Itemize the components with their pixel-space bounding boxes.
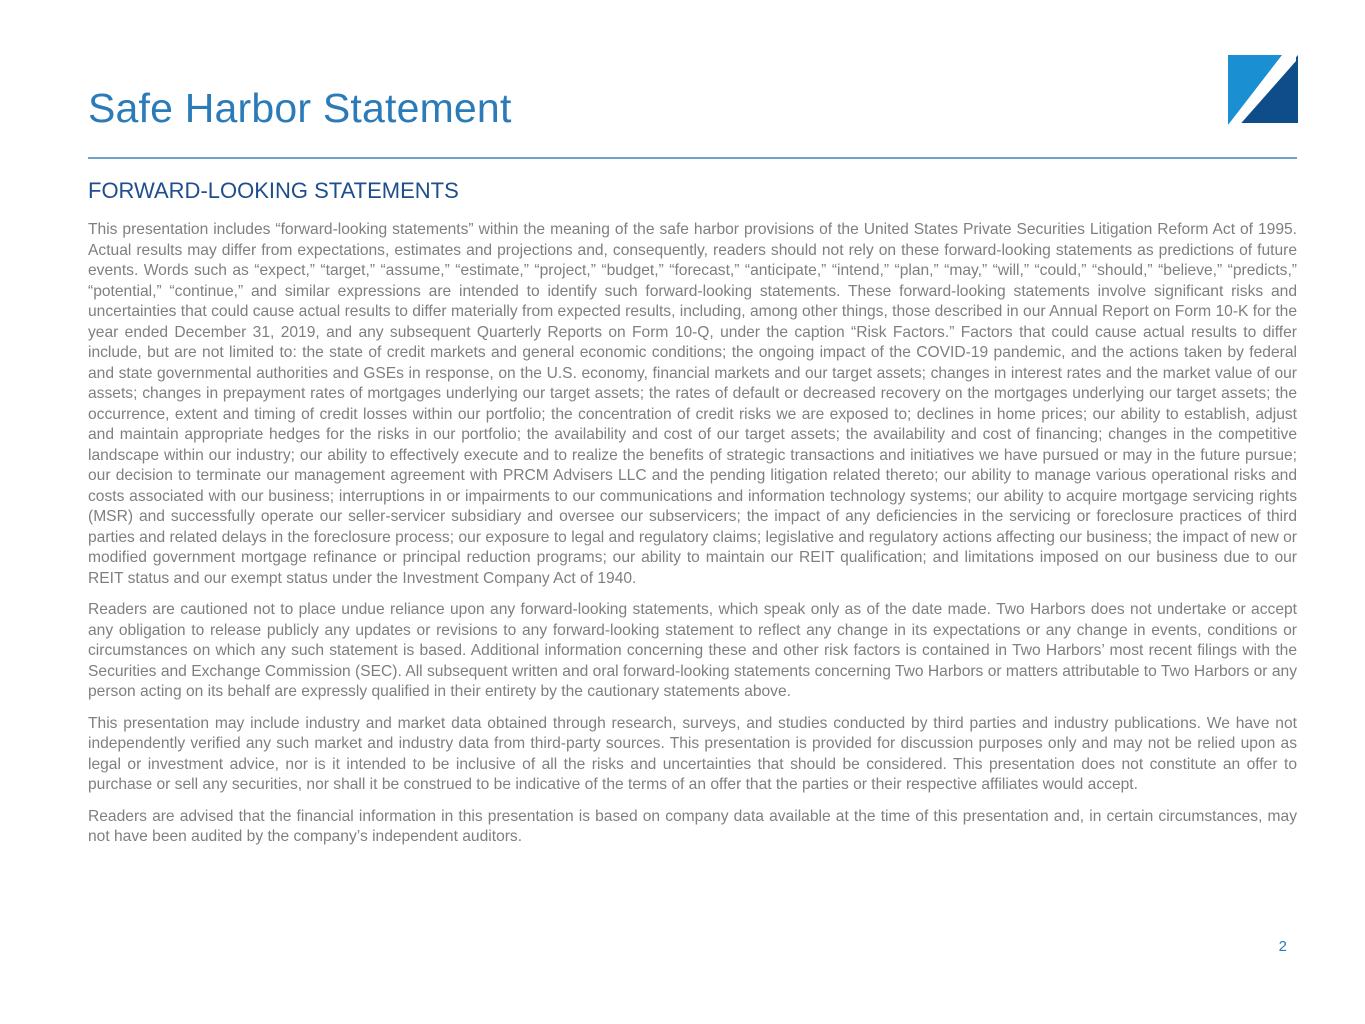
page-title: Safe Harbor Statement [88, 85, 512, 131]
paragraph-market-data: This presentation may include industry and market data obtained through research, surveys, and studies conducted by third parties and industry publications. We have not independently verified any such market and industry data from third-party sources. This presentation is provided for discussion purposes only and may not be relied upon as legal or investment advice, nor is it intended to be inclusive of all the risks and uncertainties that should be considered. This presentation does not constitute an offer to purchase or sell any securities, nor shall it be construed to be indicative of the terms of an offer that the parties or their respective affiliates would accept. [88, 714, 1297, 793]
paragraph-reliance-caution: Readers are cautioned not to place undue reliance upon any forward-looking statements, which speak only as of the date made. Two Harbors does not undertake or accept any obligation to release publicly any updates or revisions to any forward-looking statement to reflect any change in its expectations or any change in events, conditions or circumstances on which any such statement is based. Additional information concerning these and other risk factors is contained in Two Harbors’ most recent filings with the Securities and Exchange Commission (SEC). All subsequent written and oral forward-looking statements concerning Two Harbors or matters attributable to Two Harbors or any person acting on its behalf are expressly qualified in their entirety by the cautionary statements above. [88, 601, 1297, 700]
section-heading: FORWARD-LOOKING STATEMENTS [88, 178, 459, 203]
two-harbors-logo-icon [1228, 55, 1298, 129]
page-number: 2 [1278, 938, 1287, 955]
title-divider [88, 157, 1297, 159]
paragraph-financial-info: Readers are advised that the financial information in this presentation is based on company data available at the time of this presentation and, in certain circumstances, may not have been audited by the company’s independent auditors. [88, 807, 1297, 845]
paragraph-forward-looking: This presentation includes “forward-looking statements” within the meaning of the safe harbor provisions of the United States Private Securities Litigation Reform Act of 1995. Actual results may differ from expectations, estimates and projections and, consequently, readers should not rely on these forward-looking statements as predictions of future events. Words such as “expect,” “target,” “assume,” “estimate,” “project,” “budget,” “forecast,” “anticipate,” “intend,” “plan,” “may,” “will,” “could,” “should,” “believe,” “predicts,” “potential,” “continue,” and similar expressions are intended to identify such forward-looking statements. These forward-looking statements involve significant risks and uncertainties that could cause actual results to differ materially from expected results, including, among other things, those described in our Annual Report on Form 10-K for the year ended December 31, 2019, and any subsequent Quarterly Reports on Form 10-Q, under the caption “Risk Factors.” Factors that could cause actual results to differ include, but are not limited to: the state of credit markets and general economic conditions; the ongoing impact of the COVID-19 pandemic, and the actions taken by federal and state governmental authorities and GSEs in response, on the U.S. economy, financial markets and our target assets; changes in interest rates and the market value of our assets; changes in prepayment rates of mortgages underlying our target assets; the rates of default or decreased recovery on the mortgages underlying our target assets; the occurrence, extent and timing of credit losses within our portfolio; the concentration of credit risks we are exposed to; declines in home prices; our ability to establish, adjust and maintain appropriate hedges for the risks in our portfolio; the availability and cost of our target assets; the availability and cost of financing; changes in the competitive landscape within our industry; our ability to effectively execute and to realize the benefits of strategic transactions and initiatives we have pursued or may in the future pursue; our decision to terminate our management agreement with PRCM Advisers LLC and the pending litigation related thereto; our ability to manage various operational risks and costs associated with our business; interruptions in or impairments to our communications and information technology systems; our ability to acquire mortgage servicing rights (MSR) and successfully operate our seller-servicer subsidiary and oversee our subservicers; the impact of any deficiencies in the servicing or foreclosure practices of third parties and related delays in the foreclosure process; our exposure to legal and regulatory claims; legislative and regulatory actions affecting our business; the impact of new or modified government mortgage refinance or principal reduction programs; our ability to maintain our REIT qualification; and limitations imposed on our business due to our REIT status and our exempt status under the Investment Company Act of 1940. [88, 221, 1297, 587]
disclaimer-body [88, 220, 1297, 859]
